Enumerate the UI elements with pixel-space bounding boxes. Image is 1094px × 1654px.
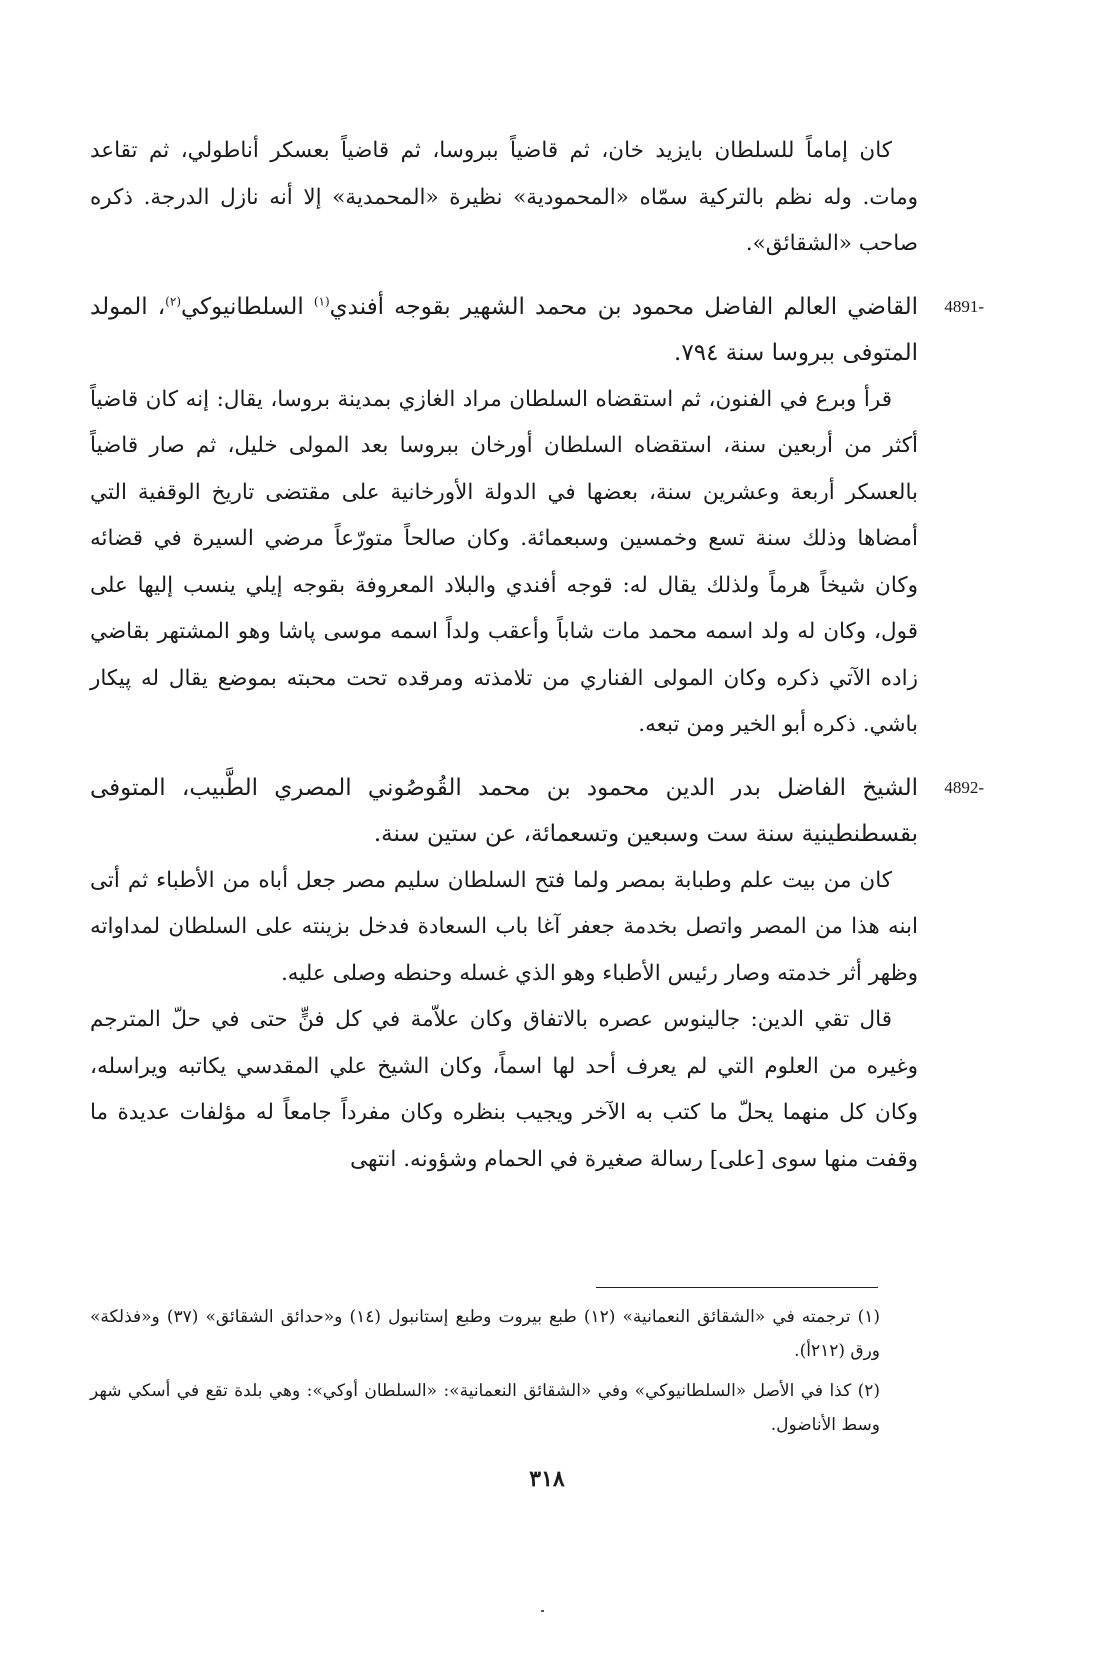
page-number: ٣١٨ bbox=[529, 1466, 565, 1492]
footnote-ref[interactable]: (٢) bbox=[165, 293, 181, 308]
entry-title-part: السلطانيوكي bbox=[181, 293, 314, 320]
entry-title: الشيخ الفاضل بدر الدين محمود بن محمد القُوصُوني المصري الطَّبيب، المتوفى بقسطنطينية سنة ست وسبعين وتسعمائة، عن ستين سنة. bbox=[90, 774, 918, 847]
footnote-ref[interactable]: (١) bbox=[313, 293, 330, 308]
entry-title-part: ، المولد المتوفى ببروسا سنة ٧٩٤. bbox=[90, 293, 918, 366]
prev-entry-body: كان إماماً للسلطان بايزيد خان، ثم قاضياً ببروسا، ثم قاضياً بعسكر أناطولي، ثم تقاعد ومات. وله نظم بالتركية سمّاه «المحمودية» نظيرة «المحمدية» إلا أنه نازل الدرجة. ذكره صاحب «الشقائق». bbox=[90, 138, 918, 256]
entry-title-part: القاضي العالم الفاضل محمود بن محمد الشهير بقوجه أفندي bbox=[329, 293, 918, 320]
entry-body: كان من بيت علم وطبابة بمصر ولما فتح السلطان سليم مصر جعل أباه من الأطباء ثم أتى ابنه هذا من المصر واتصل بخدمة جعفر آغا باب السعادة فدخل بزينته على السلطان لمداواته وظهر أثر خدمته وصار رئيس الأطباء وهو الذي غسله وحنطه وصلى عليه. bbox=[90, 867, 918, 986]
scan-speck bbox=[541, 1610, 544, 1612]
footnotes bbox=[90, 1300, 880, 1448]
entry-body: قال تقي الدين: جالينوس عصره بالاتفاق وكان علاّمة في كل فنٍّ حتى في حلّ المترجم وغيره من العلوم التي لم يعرف أحد لها اسماً، وكان الشيخ علي المقدسي يكاتبه ويراسله، وكان كل منهما يحلّ ما كتب به الآخر ويجيب بنظره وكان مفرداً جامعاً له مؤلفات عديدة ما وقفت منها سوى [على] رسالة صغيرة في الحمام وشؤونه. انتهى bbox=[90, 1007, 918, 1172]
footnote: (١) ترجمته في «الشقائق النعمانية» (١٢) طبع بيروت وطبع إستانبول (١٤) و«حدائق الشقائق» (٣٧) و«فذلكة» ورق (٢١٢أ). bbox=[90, 1307, 880, 1361]
entry-4892 bbox=[90, 765, 984, 1184]
entry-number: 4891- bbox=[944, 296, 984, 316]
footnote: (٢) كذا في الأصل «السلطانيوكي» وفي «الشقائق النعمانية»: «السلطان أوكي»: وهي بلدة تقع في أسكي شهر وسط الأناضول. bbox=[90, 1381, 880, 1435]
entry-body: قرأ وبرع في الفنون، ثم استقضاه السلطان مراد الغازي بمدينة بروسا، يقال: إنه كان قاضياً أكثر من أربعين سنة، استقضاه السلطان أورخان ببروسا بعد المولى خليل، ثم صار قاضياً بالعسكر أربعة وعشرين سنة، بعضها في الدولة الأورخانية على مقتضى تاريخ الوقفية التي أمضاها وذلك سنة تسع وخمسين وسبعمائة. وكان صالحاً متورّعاً مرضي السيرة في قضائه وكان شيخاً هرماً ولذلك يقال له: قوجه أفندي والبلاد المعروفة بقوجه إيلي ينسب إليها على قول، وكان له ولد اسمه محمد مات شاباً وأعقب ولداً اسمه موسى پاشا وهو المشتهر بقاضي زاده الآتي ذكره وكان المولى الفناري من تلامذته ومرقده تحت محبته بموضع يقال له پيكار باشي. ذكره أبو الخير ومن تبعه. bbox=[90, 386, 918, 737]
main-text bbox=[90, 128, 984, 1183]
entry-4891 bbox=[90, 284, 984, 749]
entry-number: 4892- bbox=[944, 777, 984, 797]
entry-title bbox=[90, 284, 918, 377]
footnote-divider bbox=[596, 1287, 878, 1288]
